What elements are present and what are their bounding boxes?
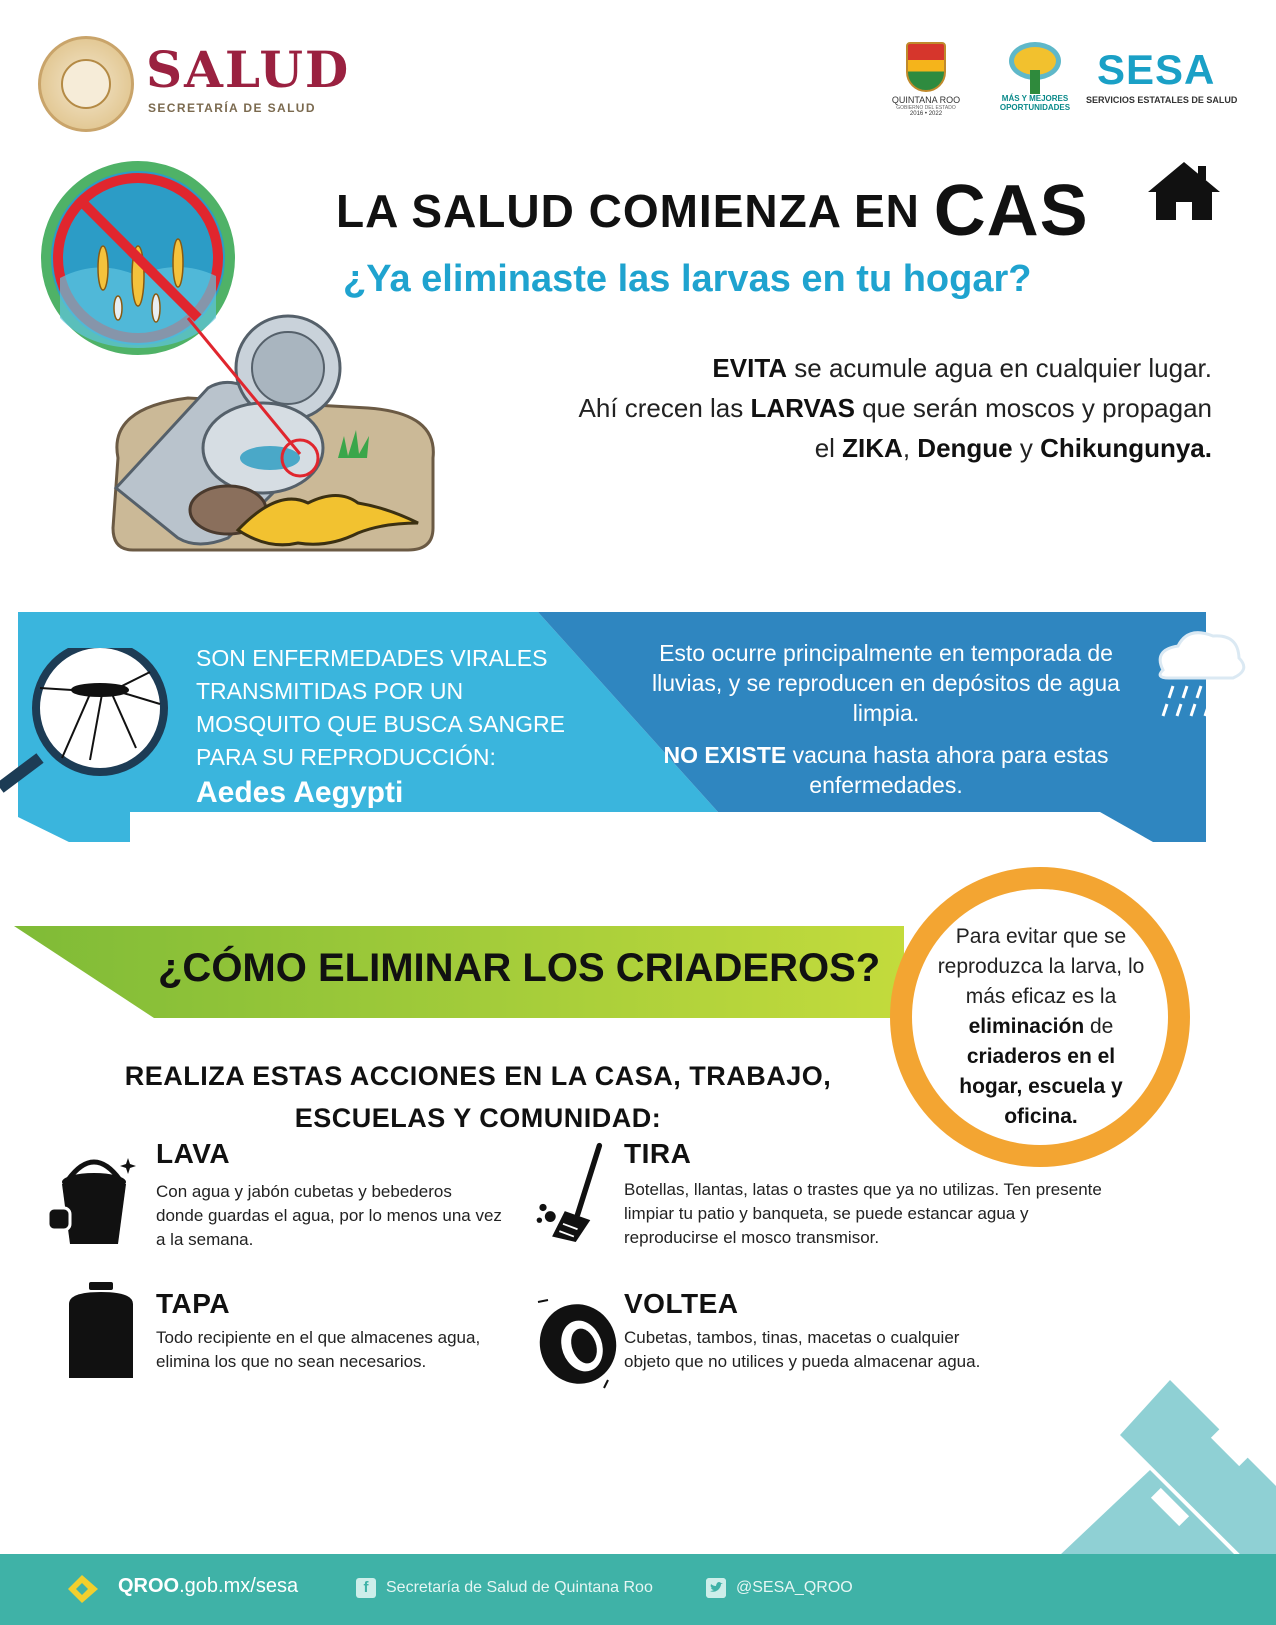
mosquito-magnifier-icon	[0, 648, 200, 818]
broom-icon	[528, 1142, 618, 1242]
band-left-description: SON ENFERMEDADES VIRALES TRANSMITIDAS POR UN MOSQUITO QUE BUSCA SANGRE PARA SU REPRODUCCIÓN:	[196, 645, 565, 770]
band-left-species: Aedes Aegypti	[196, 776, 404, 809]
oportunidades-line2: OPORTUNIDADES	[999, 103, 1071, 112]
band-no-existe: NO EXISTE	[663, 742, 787, 768]
action-tira-desc: Botellas, llantas, latas o trastes que ya no utilizas. Ten presente limpiar tu patio y banqueta, se puede estancar agua y reproducirse el mosco transmisor.	[624, 1180, 1102, 1247]
house-icon	[1146, 160, 1222, 222]
intro-y: y	[1012, 433, 1041, 463]
intro-line3-pre: el	[814, 433, 843, 463]
salud-logo-subtitle: SECRETARÍA DE SALUD	[148, 101, 316, 115]
intro-comma: ,	[902, 433, 918, 463]
qroo-brand-icon	[66, 1573, 100, 1605]
water-tank-icon	[56, 1282, 146, 1382]
intro-dengue: Dengue	[917, 433, 1013, 463]
main-title	[336, 170, 1089, 252]
action-lava-title: LAVA	[156, 1138, 231, 1169]
footer-site-rest: .gob.mx/sesa	[179, 1575, 299, 1597]
rain-cloud-icon	[1143, 620, 1253, 730]
intro-line2-pre: Ahí crecen las	[578, 393, 751, 423]
action-tapa-title: TAPA	[156, 1288, 231, 1319]
quintana-roo-name: QUINTANA ROO	[891, 95, 961, 105]
intro-evita: EVITA	[712, 353, 788, 383]
quintana-roo-years: 2016 • 2022	[909, 111, 943, 117]
intro-line2-rest: que serán moscos y propagan	[855, 393, 1212, 423]
tip-text-mid: de	[1084, 1015, 1114, 1038]
subtitle: ¿Ya eliminaste las larvas en tu hogar?	[343, 258, 1032, 300]
footer-website-link[interactable]	[118, 1575, 298, 1598]
main-title-text: LA SALUD COMIENZA EN	[336, 185, 934, 237]
tip-text	[935, 922, 1147, 1132]
facebook-icon: f	[356, 1578, 376, 1598]
salud-logo-word: SALUD	[146, 40, 351, 99]
band-right-p2	[626, 740, 1146, 800]
action-voltea-title: VOLTEA	[624, 1288, 739, 1319]
main-title-big: CAS	[933, 171, 1089, 251]
intro-larvas: LARVAS	[750, 393, 855, 423]
band-left-text	[196, 642, 586, 809]
quintana-roo-government: GOBIERNO DEL ESTADO	[896, 105, 956, 111]
tip-eliminacion: eliminación	[968, 1015, 1085, 1038]
intro-line1: se acumule agua en cualquier lugar.	[787, 353, 1212, 383]
actions-heading: REALIZA ESTAS ACCIONES EN LA CASA, TRABAJO, ESCUELAS Y COMUNIDAD:	[124, 1061, 832, 1133]
section-title: ¿CÓMO ELIMINAR LOS CRIADEROS?	[158, 946, 881, 990]
sesa-logo-subtitle: SERVICIOS ESTATALES DE SALUD	[1086, 95, 1238, 105]
action-tira-title: TIRA	[624, 1138, 692, 1169]
mexico-seal-logo	[38, 36, 134, 132]
sesa-logo-word: SESA	[1097, 46, 1216, 93]
twitter-icon	[706, 1578, 726, 1598]
intro-chikungunya: Chikungunya.	[1040, 433, 1212, 463]
quintana-roo-logo	[878, 42, 974, 117]
action-lava-desc: Con agua y jabón cubetas y bebederos donde guardas el agua, por lo menos una vez a la semana.	[156, 1182, 502, 1249]
oportunidades-logo	[990, 42, 1080, 112]
action-voltea-desc: Cubetas, tambos, tinas, macetas o cualquier objeto que no utilices y pueda almacenar agua.	[624, 1328, 981, 1371]
tip-text-pre: Para evitar que se reproduzca la larva, lo más eficaz es la	[937, 925, 1145, 1008]
action-tapa-desc: Todo recipiente en el que almacenes agua, elimina los que no sean necesarios.	[156, 1328, 481, 1371]
oportunidades-line1: MÁS Y MEJORES	[1001, 94, 1069, 103]
band-right-p2-rest: vacuna hasta ahora para estas enfermedades.	[786, 742, 1109, 798]
band-right-p1: Esto ocurre principalmente en temporada de lluvias, y se reproducen en depósitos de agua limpia.	[652, 640, 1120, 726]
intro-zika: ZIKA	[842, 433, 903, 463]
footer-site-bold: QROO	[118, 1575, 180, 1597]
bucket-icon	[46, 1150, 136, 1250]
tip-criaderos: criaderos en el hogar, escuela y oficina.	[959, 1045, 1123, 1128]
band-right-text	[626, 638, 1146, 812]
tire-icon	[534, 1296, 624, 1396]
quintana-roo-shield-icon	[906, 42, 946, 92]
tree-icon	[1005, 42, 1065, 94]
footer-facebook-link[interactable]: Secretaría de Salud de Quintana Roo	[386, 1579, 653, 1596]
intro-paragraph	[436, 348, 1212, 468]
footer-twitter-link[interactable]: @SESA_QROO	[736, 1579, 853, 1596]
